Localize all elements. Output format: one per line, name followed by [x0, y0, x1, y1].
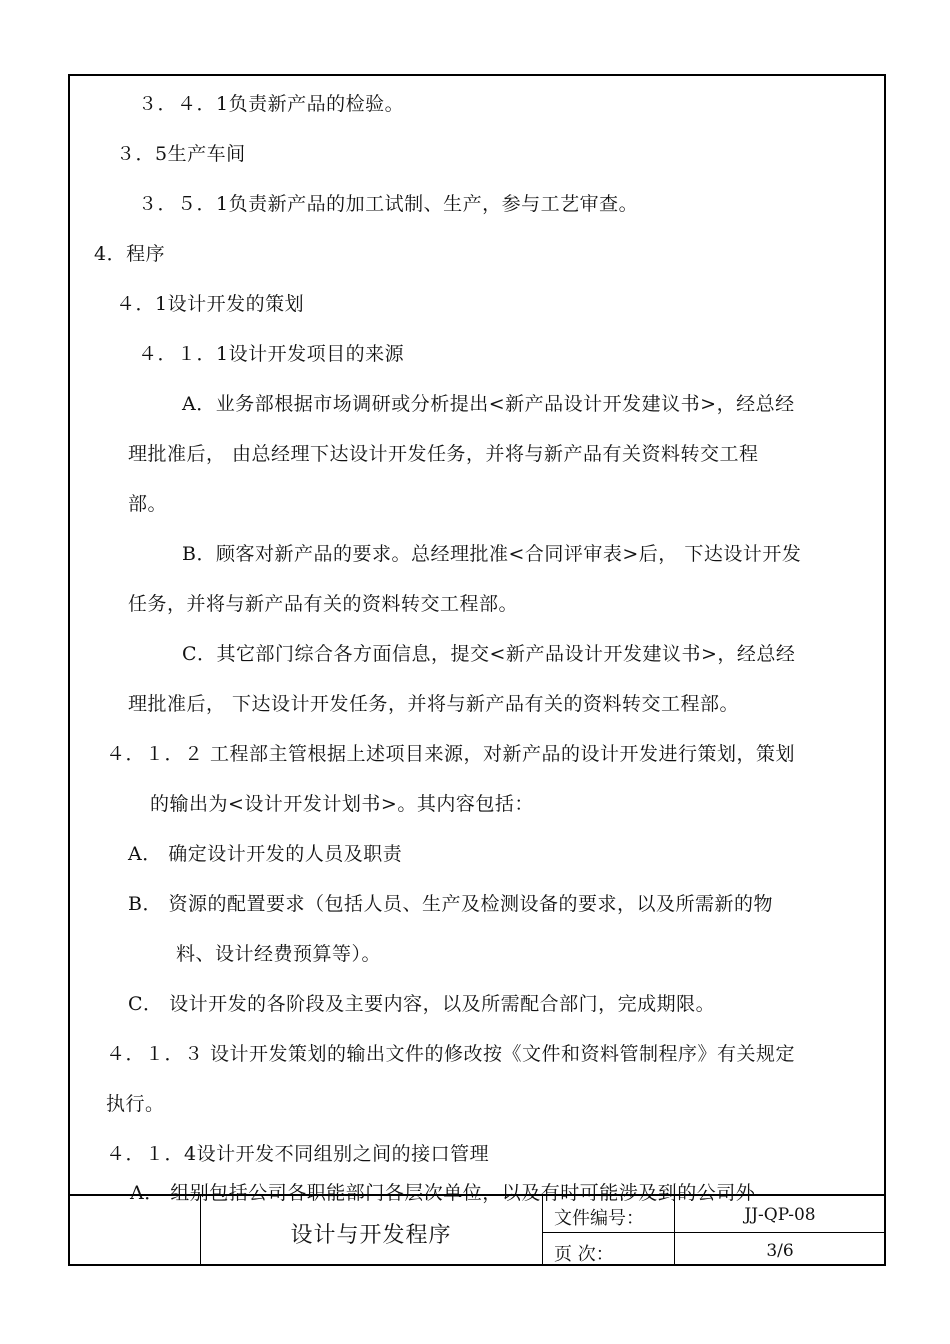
text-line-4-1-3-cont: 执行。	[106, 1093, 165, 1115]
document-body	[70, 76, 884, 1204]
paragraph-a-line-2: 理批准后， 由总经理下达设计开发任务，并将与新产品有关资料转交工程	[128, 443, 759, 465]
document-frame	[68, 74, 886, 1266]
text-line-4-1: ４．1设计开发的策划	[116, 293, 305, 315]
section-heading-4: 4．程序	[94, 243, 166, 265]
text-line-3-5: ３．5生产车间	[116, 143, 246, 165]
text-line-4-1-1: ４．１．1设计开发项目的来源	[138, 343, 405, 365]
list-item-b-cont: 料、设计经费预算等）。	[176, 943, 382, 965]
paragraph-b-line-1: B．顾客对新产品的要求。总经理批准<合同评审表>后， 下达设计开发	[182, 543, 802, 565]
page-number-value: 3/6	[766, 1241, 794, 1261]
text-line-4-1-4: ４．１．4设计开发不同组别之间的接口管理	[106, 1143, 490, 1165]
page-label: 页 次：	[554, 1244, 614, 1265]
paragraph-a-line-1: A．业务部根据市场调研或分析提出<新产品设计开发建议书>，经总经	[182, 393, 795, 415]
document-title: 设计与开发程序	[290, 1223, 452, 1248]
list-item-c: C． 设计开发的各阶段及主要内容，以及所需配合部门，完成期限。	[128, 993, 716, 1015]
doc-number-value: JJ-QP-08	[744, 1205, 816, 1225]
footer-row-divider	[542, 1232, 884, 1233]
cut-off-text-line: A． 组别包括公司各职能部门各层次单位，以及有时可能涉及到的公司外	[130, 1182, 756, 1204]
paragraph-b-line-2: 任务，并将与新产品有关的资料转交工程部。	[128, 593, 519, 615]
text-line-4-1-2-cont: 的输出为<设计开发计划书>。其内容包括：	[150, 793, 534, 815]
doc-number-label: 文件编号：	[554, 1208, 644, 1229]
paragraph-c-line-2: 理批准后， 下达设计开发任务，并将与新产品有关的资料转交工程部。	[128, 693, 740, 715]
list-item-a: A． 确定设计开发的人员及职责	[128, 843, 403, 865]
text-line-3-4-1: ３．４．1负责新产品的检验。	[138, 93, 405, 115]
footer-divider	[542, 1196, 543, 1264]
paragraph-a-line-3: 部。	[128, 493, 168, 515]
list-item-b: B． 资源的配置要求（包括人员、生产及检测设备的要求，以及所需新的物	[128, 893, 774, 915]
text-line-4-1-2: ４．１．２ 工程部主管根据上述项目来源，对新产品的设计开发进行策划，策划	[106, 743, 796, 765]
paragraph-c-line-1: C．其它部门综合各方面信息，提交<新产品设计开发建议书>，经总经	[182, 643, 796, 665]
text-line-4-1-3: ４．１．３ 设计开发策划的输出文件的修改按《文件和资料管制程序》有关规定	[106, 1043, 796, 1065]
text-line-3-5-1: ３．５．1负责新产品的加工试制、生产，参与工艺审查。	[138, 193, 639, 215]
